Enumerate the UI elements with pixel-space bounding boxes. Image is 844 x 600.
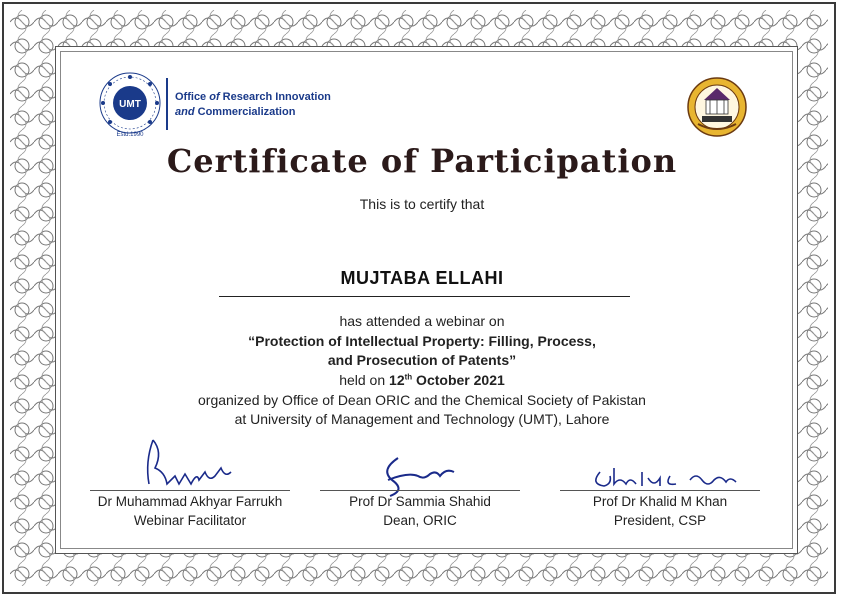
signatory-2-name: Prof Dr Sammia Shahid — [349, 494, 491, 509]
office-suffix: Research Innovation — [219, 91, 331, 103]
webinar-title-line2: and Prosecution of Patents” — [327, 352, 517, 368]
venue-text: at University of Management and Technology (UMT), Lahore — [234, 411, 610, 427]
office-and: and — [175, 106, 195, 118]
umt-logo-text: UMT — [119, 99, 141, 110]
office-title-line2 — [175, 106, 295, 118]
signature-line-2 — [320, 490, 520, 491]
held-on-text — [0, 372, 844, 388]
held-day-suffix: th — [404, 372, 413, 382]
office-suffix2: Commercialization — [194, 106, 296, 118]
name-underline — [219, 296, 630, 297]
header-divider — [166, 78, 168, 130]
webinar-title-line1: “Protection of Intellectual Property: Filling, Process, — [248, 333, 596, 349]
held-month-year: October 2021 — [412, 372, 505, 388]
office-of: of — [209, 91, 220, 103]
signature-farrukh — [135, 432, 245, 494]
certify-text: This is to certify that — [359, 196, 485, 212]
signature-line-3 — [560, 490, 760, 491]
signatory-3-role: President, CSP — [613, 513, 707, 528]
signatory-1-name: Dr Muhammad Akhyar Farrukh — [97, 494, 283, 509]
held-day: 12 — [389, 372, 405, 388]
recipient-name: MUJTABA ELLAHI — [340, 268, 504, 288]
umt-logo — [95, 70, 165, 140]
signatory-2-role: Dean, ORIC — [383, 513, 457, 528]
attended-text: has attended a webinar on — [339, 313, 505, 329]
office-prefix: Office — [175, 91, 210, 103]
office-title-line1 — [175, 91, 331, 103]
signatory-3-name: Prof Dr Khalid M Khan — [592, 494, 728, 509]
signature-line-1 — [90, 490, 290, 491]
held-on-prefix: held on — [339, 372, 390, 388]
certificate-title: Certificate of Participation — [166, 142, 678, 180]
umt-estd: Estd.1990 — [116, 132, 144, 138]
csp-logo — [686, 76, 748, 138]
signatory-1-role: Webinar Facilitator — [133, 513, 247, 528]
organized-text: organized by Office of Dean ORIC and the Chemical Society of Pakistan — [198, 392, 646, 408]
